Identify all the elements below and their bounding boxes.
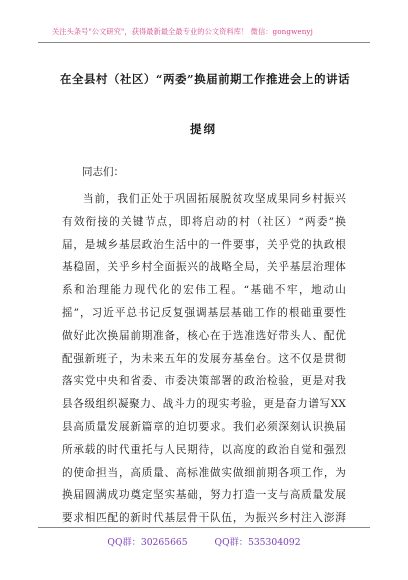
body-line: 县各级组织凝聚力、战斗力的现实考验，更是奋力谱写XX: [62, 398, 346, 411]
body-line: 要求相匹配的新时代基层骨干队伍，为振兴乡村注入澎湃: [62, 512, 346, 525]
footer: [0, 534, 408, 548]
body-line: 基稳固，关乎乡村全面振兴的战略全局，关乎基层治理体: [62, 261, 346, 274]
body-line: 届，是城乡基层政治生活中的一件要事，关乎党的执政根: [62, 238, 346, 251]
document-title: 在全县村（社区）“两委”换届前期工作推进会上的讲话: [60, 72, 351, 86]
header-banner: 关注头条号"公文研究"，获得最新最全最专业的公文资料库！ 微信：gongwenyj: [52, 27, 313, 36]
body-line: 落实党中央和省委、市委决策部署的政治检验，更是对我: [62, 375, 346, 388]
body-line: 摇”，习近平总书记反复强调基层基础工作的根础重要性: [62, 306, 346, 319]
body-line: 做好此次换届前期准备，核心在于选准选好带头人、配优: [62, 329, 346, 342]
body-line: 有效衔接的关键节点，即将启动的村（社区）“两委”换: [62, 215, 346, 228]
header-divider: [38, 42, 370, 43]
body-text: [62, 188, 346, 530]
body-line: 所承载的时代重托与人民期待，以高度的政治自觉和强烈: [62, 443, 346, 456]
footer-qq-group-1: QQ群：30265665: [107, 537, 188, 548]
body-line: 县高质量发展新篇章的迫切要求。我们必须深刻认识换届: [62, 420, 346, 433]
document-subtitle: 提纲: [190, 122, 217, 136]
body-line: 的使命担当，高质量、高标准做实做细前期各项工作，为: [62, 466, 346, 479]
salutation: 同志们：: [82, 166, 124, 178]
body-line: 当前，我们正处于巩固拓展脱贫攻坚成果同乡村振兴: [83, 193, 346, 205]
footer-divider: [38, 527, 370, 528]
body-line: 配强新班子，为未来五年的发展夯基垒台。这不仅是贯彻: [62, 352, 346, 365]
body-line: 换届圆满成功奠定坚实基础，努力打造一支与高质量发展: [62, 489, 346, 502]
body-line: 系和治理能力现代化的宏伟工程。“基础不牢，地动山: [62, 284, 346, 297]
footer-qq-group-2: QQ群：535304092: [214, 537, 301, 548]
